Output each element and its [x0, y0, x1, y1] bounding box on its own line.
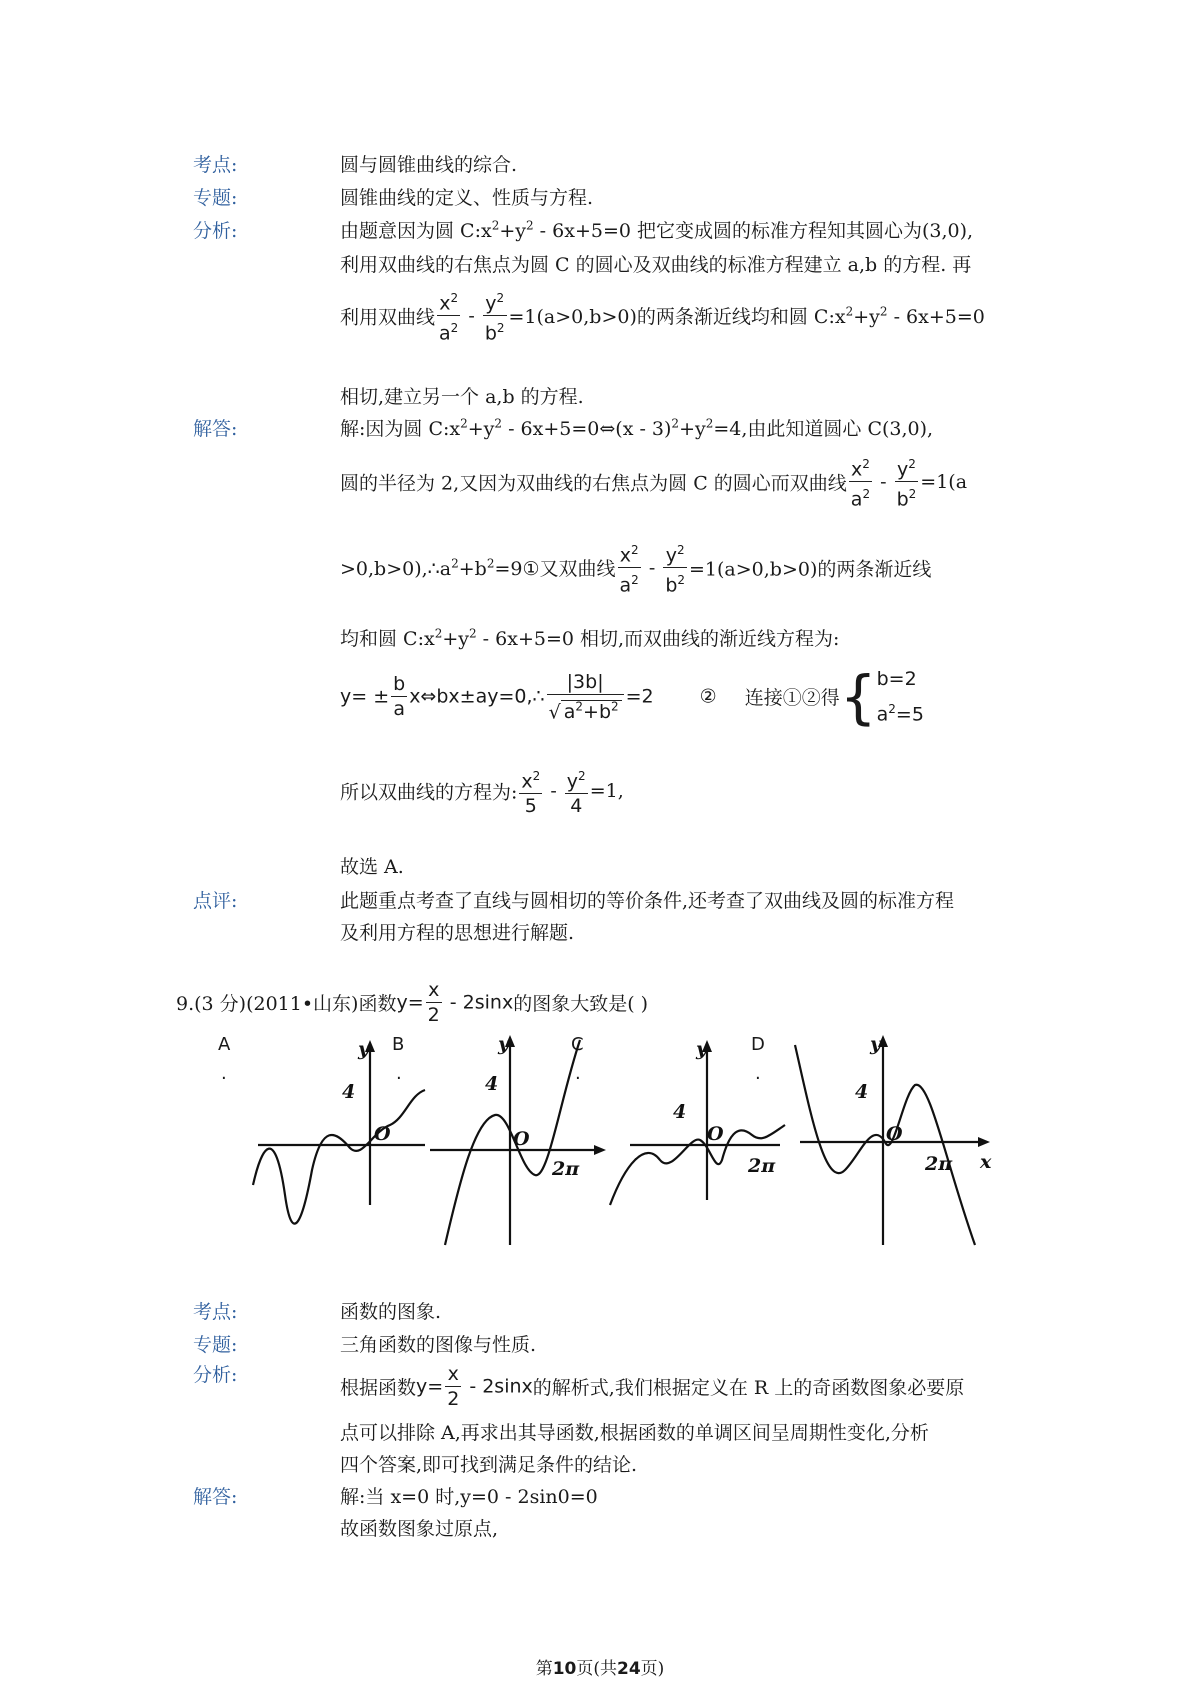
kaodian-text: 圆与圆锥曲线的综合. — [340, 154, 518, 176]
page-number: 10 — [552, 1659, 577, 1679]
q9-stem: 9.(3 分)(2011•山东)函数y= $\frac{x}{2}$ - 2sinx的图象大致是( ) — [176, 979, 649, 1026]
fraction-x-2: $\frac{x}{2}$ — [427, 979, 440, 1026]
graph-a-y-label: y — [358, 1038, 370, 1060]
dianping-line1: 此题重点考查了直线与圆相切的等价条件,还考查了双曲线及圆的标准方程 — [340, 890, 955, 912]
option-graphs — [250, 1030, 1000, 1255]
graph-d-four-label: 4 — [855, 1081, 869, 1103]
option-a-label[interactable]: A — [218, 1034, 231, 1055]
jieda-label: 解答: — [193, 1486, 238, 1508]
option-a-dot: . — [221, 1063, 227, 1084]
graph-d-y-label: y — [870, 1033, 882, 1055]
graph-a[interactable] — [253, 1045, 425, 1224]
fraction-x2-a2: $\frac{x^2}{a^2}$ — [437, 286, 460, 346]
equation-system: b=2 $a^2=5$ — [876, 668, 924, 726]
dianping-label: 点评: — [193, 890, 238, 912]
option-b-label[interactable]: B — [392, 1034, 405, 1055]
graph-b-y-label: y — [498, 1033, 510, 1055]
fraction-x2-a2: $\frac{x^2}{a^2}$ — [849, 452, 872, 512]
option-b-dot: . — [396, 1063, 402, 1084]
graph-d-origin-label: O — [886, 1123, 903, 1145]
graph-b-four-label: 4 — [485, 1073, 499, 1095]
zhuanti-text: 圆锥曲线的定义、性质与方程. — [340, 187, 594, 209]
option-c-label[interactable]: C — [571, 1034, 584, 1055]
system-brace: { — [839, 662, 877, 731]
fenxi-line2: 点可以排除 A,再求出其导函数,根据函数的单调区间呈周期性变化,分析 — [340, 1422, 929, 1444]
jieda-label: 解答: — [193, 418, 238, 440]
fenxi-label: 分析: — [193, 1364, 238, 1386]
fenxi-line1: 根据函数y= $\frac{x}{2}$ - 2sinx的解析式,我们根据定义在 R 上的奇函数图象必要原 — [340, 1363, 965, 1410]
graph-a-four-label: 4 — [342, 1081, 356, 1103]
graph-d-twopi-label: 2π — [925, 1153, 953, 1175]
fraction-y2-b2: $\frac{y^2}{b^2}$ — [483, 286, 507, 346]
jieda-line4: 均和圆 $C:x^2+y^2 - 6x+5=0$ 相切,而双曲线的渐近线方程为: — [340, 626, 840, 650]
fraction-x-2: $\frac{x}{2}$ — [447, 1363, 460, 1410]
jieda-line3: $>0,b>0),\therefore a^2+b^2=9①$又双曲线 $\frac{x^2}{a^2}$ - $\frac{y^2}{b^2}$ =1(a>0,b>0)的两条渐近线 — [340, 538, 931, 598]
option-d-label[interactable]: D — [751, 1034, 765, 1055]
option-c-dot: . — [575, 1063, 581, 1084]
graph-c-origin-label: O — [707, 1123, 724, 1145]
jieda-line1: 解:因为圆 $C:x^2+y^2$ - 6x+5=0⇔(x - $3)^2+y^2=4$,由此知道圆心 C(3,0), — [340, 416, 934, 440]
zhuanti-text: 三角函数的图像与性质. — [340, 1334, 537, 1356]
fenxi-line3: 利用双曲线 $\frac{x^2}{a^2}$ - $\frac{y^2}{b^2}$ =1(a>0,b>0)的两条渐近线均和圆 $C:x^2+y^2 - 6x+5=0$ — [340, 286, 985, 346]
graph-b-twopi-label: 2π — [552, 1158, 580, 1180]
fraction-x2-5: $\frac{x^2}{5}$ — [519, 764, 542, 818]
jieda-line2: 圆的半径为 2,又因为双曲线的右焦点为圆 C 的圆心而双曲线 $\frac{x^2}{a^2}$ - $\frac{y^2}{b^2}$ =1(a — [340, 452, 967, 512]
kaodian-label: 考点: — [193, 1301, 238, 1323]
page-total: 24 — [617, 1659, 641, 1679]
graph-a-origin-label: O — [374, 1123, 391, 1145]
jieda-line5: y= ± $\frac{b}{a}$ x⇔bx±ay=0,∴ $\frac{|3b|}{√ a^2+b^2}$ =2 ② 连接①②得{ b=2 $a^2=5$ — [340, 662, 924, 731]
graph-c-twopi-label: 2π — [748, 1155, 776, 1177]
dianping-line2: 及利用方程的思想进行解题. — [340, 922, 575, 944]
fraction-y2-b2: $\frac{y^2}{b^2}$ — [663, 538, 687, 598]
jieda-line7: 故选 A. — [340, 856, 404, 878]
fraction-y2-4: $\frac{y^2}{4}$ — [565, 764, 588, 818]
graph-c-y-label: y — [696, 1038, 708, 1060]
zhuanti-label: 专题: — [193, 187, 238, 209]
jieda-line1: 解:当 x=0 时,y=0 - 2sin0=0 — [340, 1486, 598, 1508]
zhuanti-label: 专题: — [193, 1334, 238, 1356]
graph-c-four-label: 4 — [673, 1101, 687, 1123]
page-footer: 第10页(共24页) — [535, 1659, 665, 1679]
fraction-x2-a2: $\frac{x^2}{a^2}$ — [618, 538, 641, 598]
graph-b-origin-label: O — [513, 1128, 530, 1150]
fraction-abs3b-sqrt: $\frac{|3b|}{√ a^2+b^2}$ — [547, 670, 624, 724]
fraction-y2-b2: $\frac{y^2}{b^2}$ — [895, 452, 919, 512]
kaodian-text: 函数的图象. — [340, 1301, 442, 1323]
fenxi-line4: 相切,建立另一个 a,b 的方程. — [340, 386, 584, 408]
fenxi-line3: 四个答案,即可找到满足条件的结论. — [340, 1454, 638, 1476]
fraction-b-a: $\frac{b}{a}$ — [393, 673, 406, 721]
kaodian-label: 考点: — [193, 154, 238, 176]
graph-d-x-label: x — [980, 1151, 992, 1173]
jieda-line2: 故函数图象过原点, — [340, 1518, 499, 1540]
option-d-dot: . — [755, 1063, 761, 1084]
graph-c[interactable] — [610, 1045, 785, 1205]
fenxi-line1: 由题意因为圆 $C:x^2+y^2 - 6x+5=0$ 把它变成圆的标准方程知其圆心为(3,0), — [340, 218, 974, 242]
fenxi-label: 分析: — [193, 220, 238, 242]
fenxi-line2: 利用双曲线的右焦点为圆 C 的圆心及双曲线的标准方程建立 a,b 的方程. 再 — [340, 254, 972, 276]
jieda-line6: 所以双曲线的方程为: $\frac{x^2}{5}$ - $\frac{y^2}{4}$ =1, — [340, 764, 624, 818]
